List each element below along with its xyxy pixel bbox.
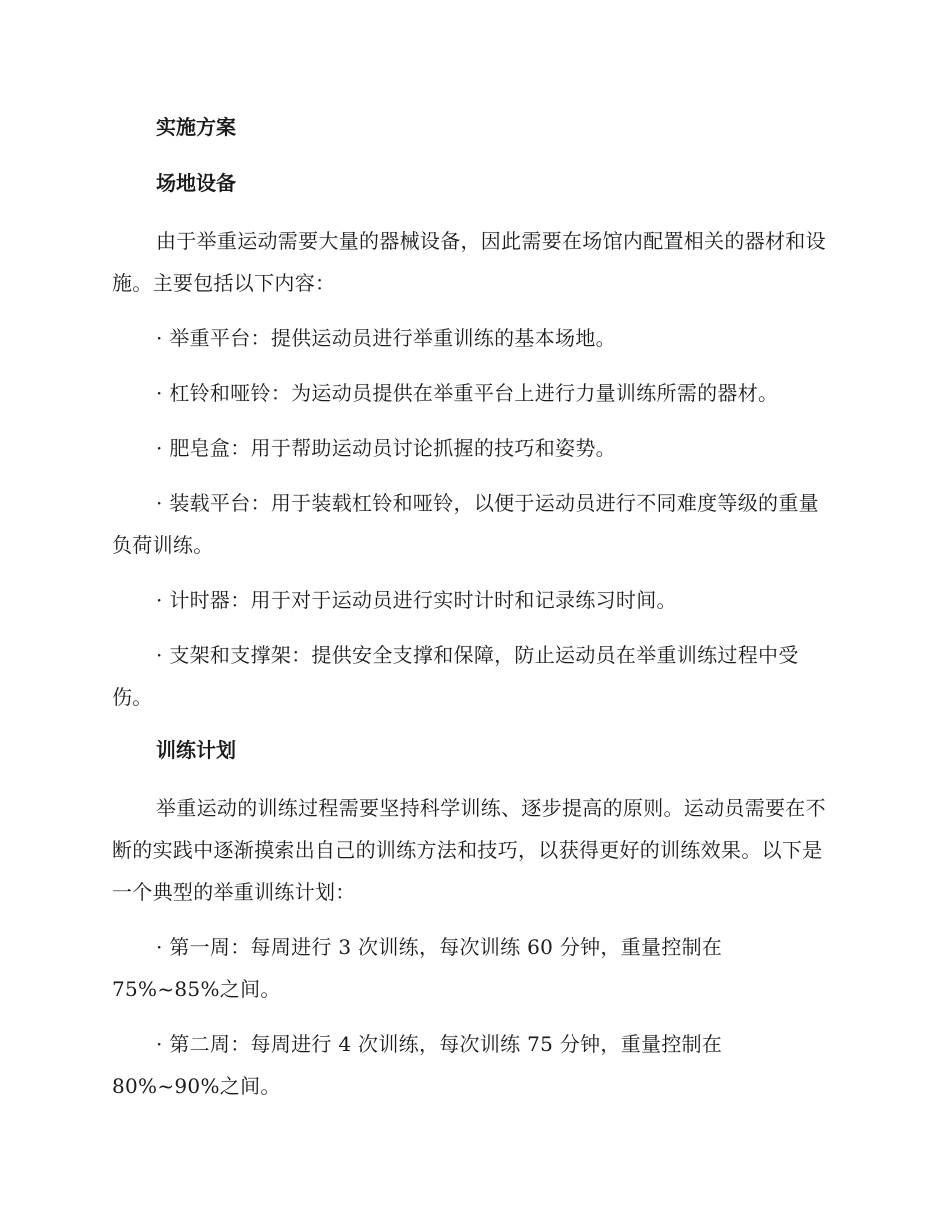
list-item-week-two: · 第二周：每周进行 4 次训练，每次训练 75 分钟，重量控制在 80%~90%之间。 [112,1032,723,1098]
list-item-timer: · 计时器：用于对于运动员进行实时计时和记录练习时间。 [156,588,677,612]
list-item-lifting-platform: · 举重平台：提供运动员进行举重训练的基本场地。 [156,326,616,350]
paragraph-training-intro: 举重运动的训练过程需要坚持科学训练、逐步提高的原则。运动员需要在不断的实践中逐渐摸索出自己的训练方法和技巧，以获得更好的训练效果。以下是一个典型的举重训练计划： [112,796,826,904]
paragraph-equipment-intro: 由于举重运动需要大量的器械设备，因此需要在场馆内配置相关的器材和设施。主要包括以下内容： [112,229,826,295]
section-heading-implementation: 实施方案 [156,115,236,139]
document-body [112,108,834,1120]
section-heading-venue-equipment: 场地设备 [156,171,236,195]
list-item-barbell-dumbbell: · 杠铃和哑铃：为运动员提供在举重平台上进行力量训练所需的器材。 [156,381,779,405]
list-item-week-one: · 第一周：每周进行 3 次训练，每次训练 60 分钟，重量控制在 75%~85%之间。 [112,935,723,1001]
list-item-rack-support: · 支架和支撑架：提供安全支撑和保障，防止运动员在举重训练过程中受伤。 [112,643,799,709]
section-heading-training-plan: 训练计划 [156,738,236,762]
list-item-loading-platform: · 装载平台：用于装载杠铃和哑铃，以便于运动员进行不同难度等级的重量负荷训练。 [112,491,819,557]
list-item-soap-box: · 肥皂盒：用于帮助运动员讨论抓握的技巧和姿势。 [156,436,616,460]
